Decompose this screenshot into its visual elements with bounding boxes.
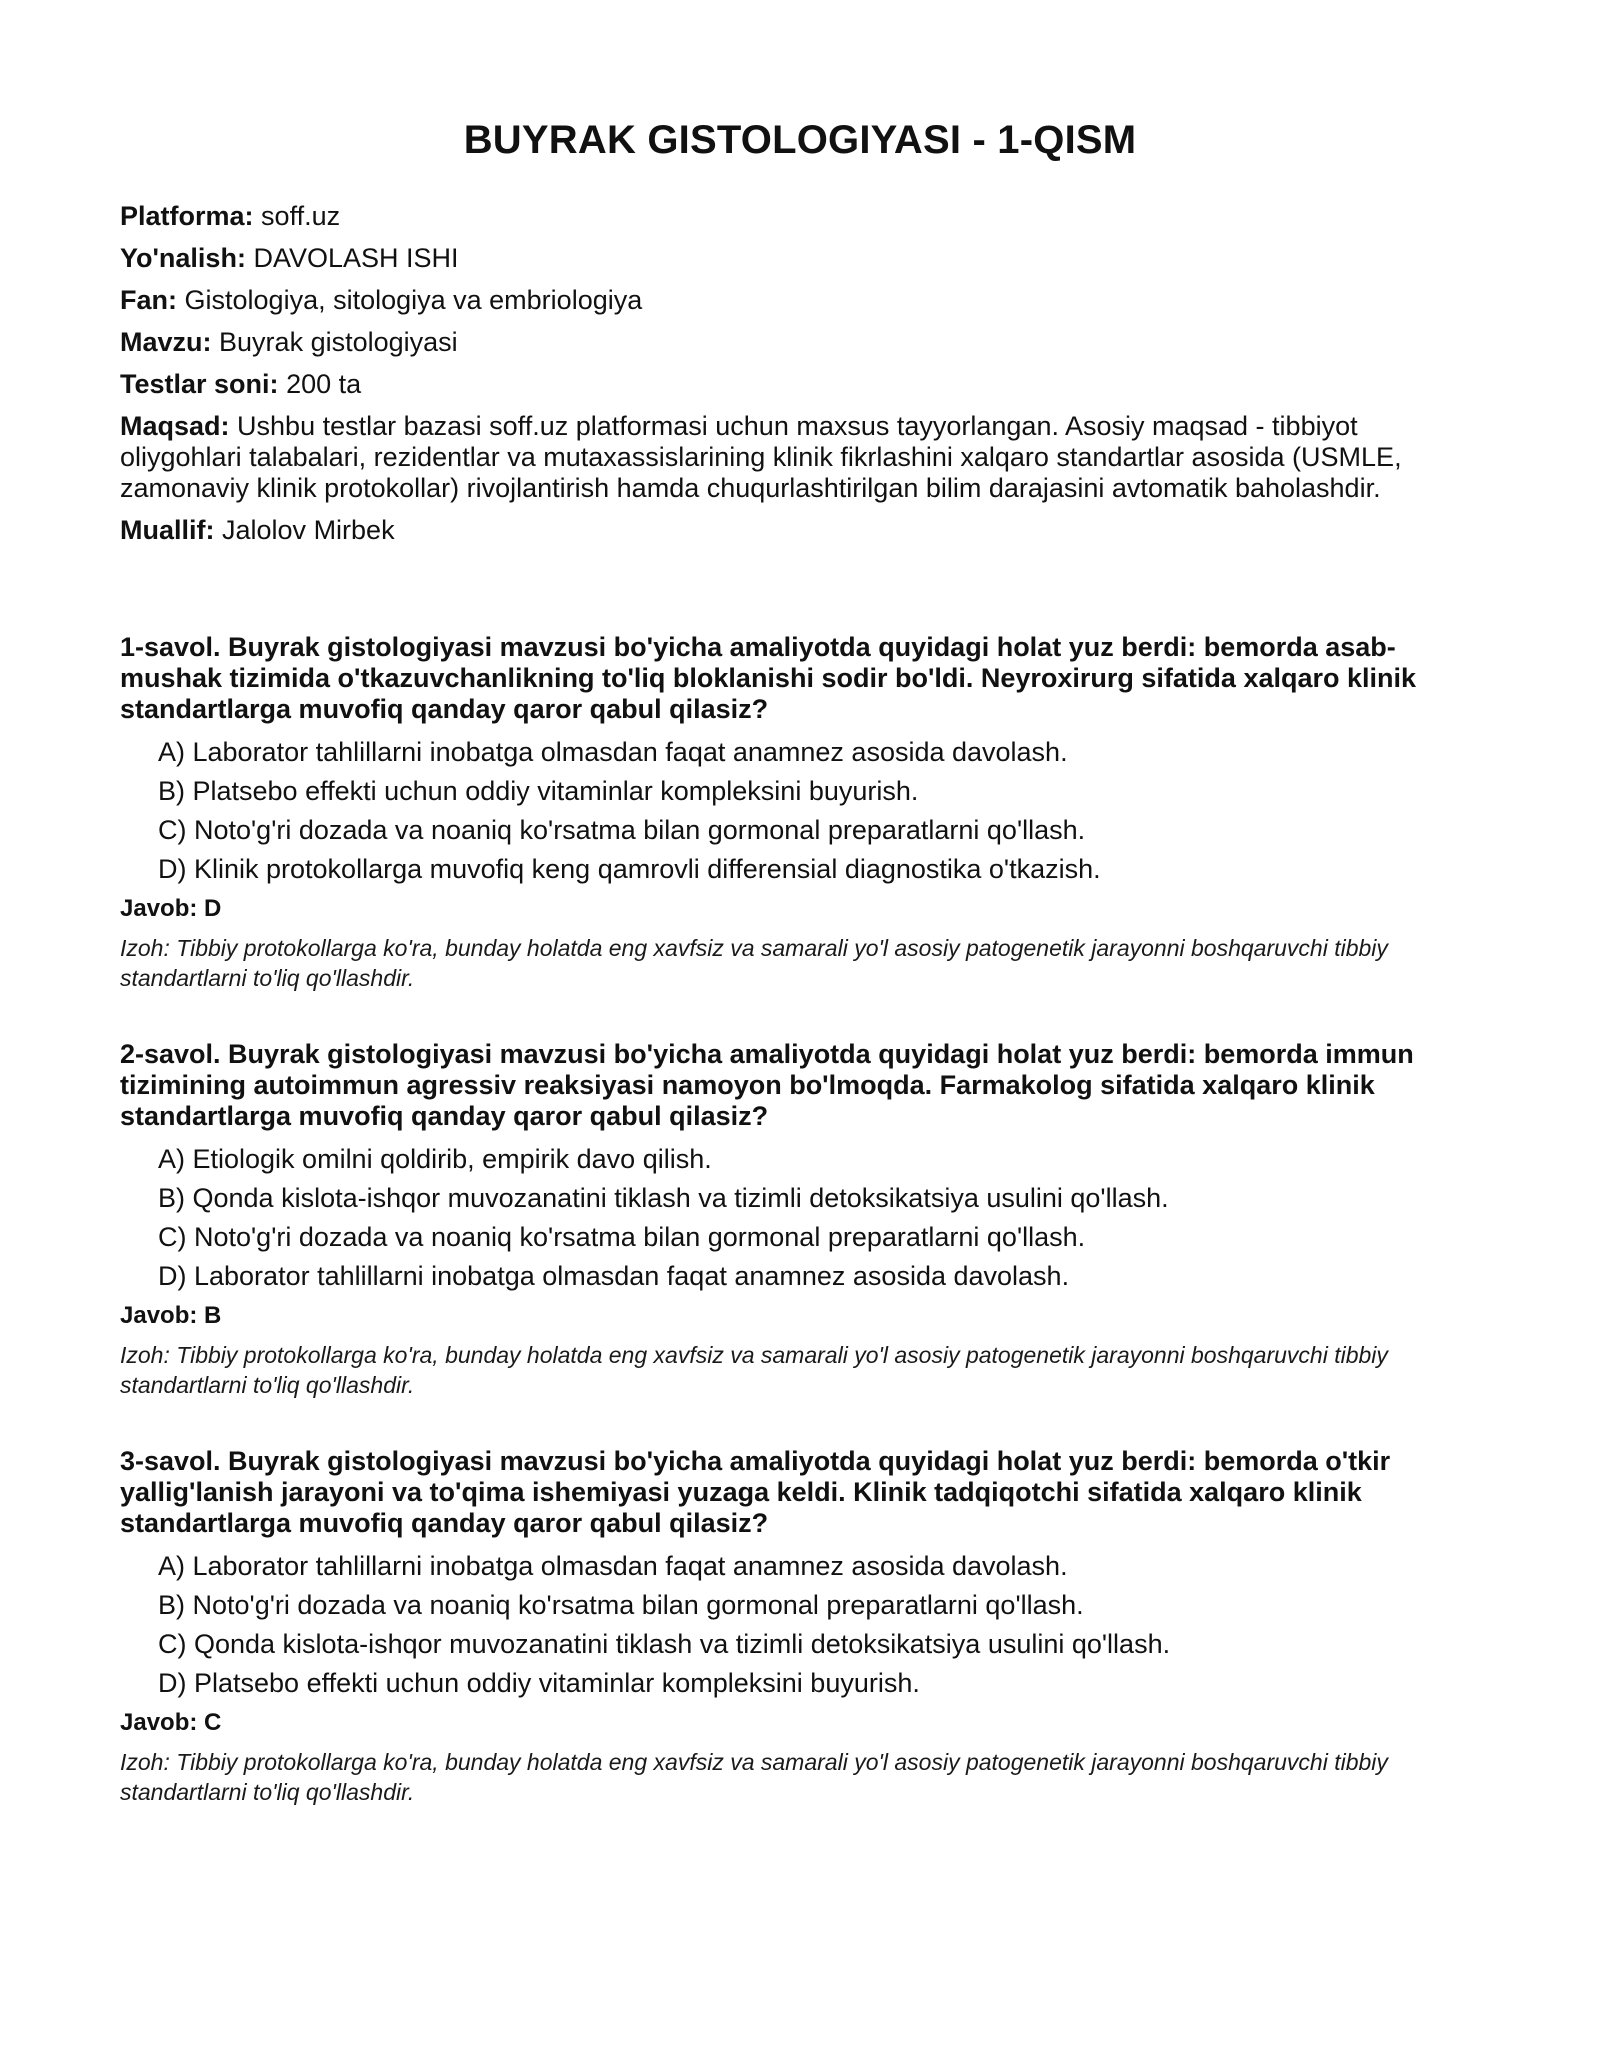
option-a: A) Etiologik omilni qoldirib, empirik davo qilish. <box>158 1144 712 1174</box>
meta-value: Gistologiya, sitologiya va embriologiya <box>184 285 643 315</box>
question-item <box>120 632 1480 993</box>
question-item <box>120 1446 1480 1807</box>
option-b: B) Qonda kislota-ishqor muvozanatini tiklash va tizimli detoksikatsiya usulini qo'llash. <box>158 1183 1169 1213</box>
meta-label: Platforma: <box>120 201 254 231</box>
question-text: 2-savol. Buyrak gistologiyasi mavzusi bo'yicha amaliyotda quyidagi holat yuz berdi: bemorda immun tizimining autoimmun agressiv reaksiyasi namoyon bo'lmoqda. Farmakolog sifatida xalqaro klinik standartlarga muvofiq qanday qaror qabul qilasiz? <box>120 1039 1414 1131</box>
meta-value: soff.uz <box>261 201 341 231</box>
meta-subject <box>120 285 1480 316</box>
answer-options <box>120 1551 1480 1699</box>
option-b: B) Platsebo effekti uchun oddiy vitaminlar kompleksini buyurish. <box>158 776 919 806</box>
answer-explanation: Izoh: Tibbiy protokollarga ko'ra, bunday holatda eng xavfsiz va samarali yo'l asosiy patogenetik jarayonni boshqaruvchi tibbiy standartlarni to'liq qo'llashdir. <box>120 1342 1388 1398</box>
meta-label: Yo'nalish: <box>120 243 246 273</box>
meta-value: Ushbu testlar bazasi soff.uz platformasi uchun maxsus tayyorlangan. Asosiy maqsad - tibbiyot oliygohlari talabalari, rezidentlar va mutaxassislarining klinik fikrlashini xalqaro standartlar asosida (USMLE, zamonaviy klinik protokollar) rivojlantirish hamda chuqurlashtirilgan bilim darajasini avtomatik baholashdir. <box>120 411 1402 503</box>
answer-key: Javob: C <box>120 1709 222 1736</box>
metadata-section <box>120 201 1480 546</box>
meta-value: DAVOLASH ISHI <box>253 243 459 273</box>
meta-platform <box>120 201 1480 232</box>
meta-label: Fan: <box>120 285 177 315</box>
option-d: D) Laborator tahlillarni inobatga olmasdan faqat anamnez asosida davolash. <box>158 1261 1070 1291</box>
meta-label: Muallif: <box>120 515 215 545</box>
answer-explanation: Izoh: Tibbiy protokollarga ko'ra, bunday holatda eng xavfsiz va samarali yo'l asosiy patogenetik jarayonni boshqaruvchi tibbiy standartlarni to'liq qo'llashdir. <box>120 1749 1388 1805</box>
meta-label: Maqsad: <box>120 411 230 441</box>
meta-label: Testlar soni: <box>120 369 279 399</box>
answer-options <box>120 737 1480 885</box>
option-b: B) Noto'g'ri dozada va noaniq ko'rsatma bilan gormonal preparatlarni qo'llash. <box>158 1590 1084 1620</box>
meta-purpose <box>120 411 1480 504</box>
question-text: 1-savol. Buyrak gistologiyasi mavzusi bo'yicha amaliyotda quyidagi holat yuz berdi: bemorda asab-mushak tizimida o'tkazuvchanlikning to'liq bloklanishi sodir bo'ldi. Neyroxirurg sifatida xalqaro klinik standartlarga muvofiq qanday qaror qabul qilasiz? <box>120 632 1417 724</box>
meta-value: 200 ta <box>286 369 362 399</box>
meta-label: Mavzu: <box>120 327 212 357</box>
option-c: C) Noto'g'ri dozada va noaniq ko'rsatma bilan gormonal preparatlarni qo'llash. <box>158 1222 1086 1252</box>
question-item <box>120 1039 1480 1400</box>
question-text: 3-savol. Buyrak gistologiyasi mavzusi bo'yicha amaliyotda quyidagi holat yuz berdi: bemorda o'tkir yallig'lanish jarayoni va to'qima ishemiyasi yuzaga keldi. Klinik tadqiqotchi sifatida xalqaro klinik standartlarga muvofiq qanday qaror qabul qilasiz? <box>120 1446 1391 1538</box>
meta-value: Buyrak gistologiyasi <box>219 327 458 357</box>
answer-options <box>120 1144 1480 1292</box>
option-c: C) Qonda kislota-ishqor muvozanatini tiklash va tizimli detoksikatsiya usulini qo'llash. <box>158 1629 1171 1659</box>
meta-test-count <box>120 369 1480 400</box>
option-a: A) Laborator tahlillarni inobatga olmasdan faqat anamnez asosida davolash. <box>158 1551 1068 1581</box>
meta-direction <box>120 243 1480 274</box>
meta-value: Jalolov Mirbek <box>222 515 395 545</box>
answer-explanation: Izoh: Tibbiy protokollarga ko'ra, bunday holatda eng xavfsiz va samarali yo'l asosiy patogenetik jarayonni boshqaruvchi tibbiy standartlarni to'liq qo'llashdir. <box>120 935 1388 991</box>
option-d: D) Klinik protokollarga muvofiq keng qamrovli differensial diagnostika o'tkazish. <box>158 854 1101 884</box>
answer-key: Javob: D <box>120 895 222 922</box>
option-d: D) Platsebo effekti uchun oddiy vitaminlar kompleksini buyurish. <box>158 1668 920 1698</box>
document-title: BUYRAK GISTOLOGIYASI - 1-QISM <box>463 118 1137 162</box>
meta-topic <box>120 327 1480 358</box>
answer-key: Javob: B <box>120 1302 222 1329</box>
meta-author <box>120 515 1480 546</box>
option-c: C) Noto'g'ri dozada va noaniq ko'rsatma bilan gormonal preparatlarni qo'llash. <box>158 815 1086 845</box>
questions-section <box>120 632 1480 1807</box>
option-a: A) Laborator tahlillarni inobatga olmasdan faqat anamnez asosida davolash. <box>158 737 1068 767</box>
